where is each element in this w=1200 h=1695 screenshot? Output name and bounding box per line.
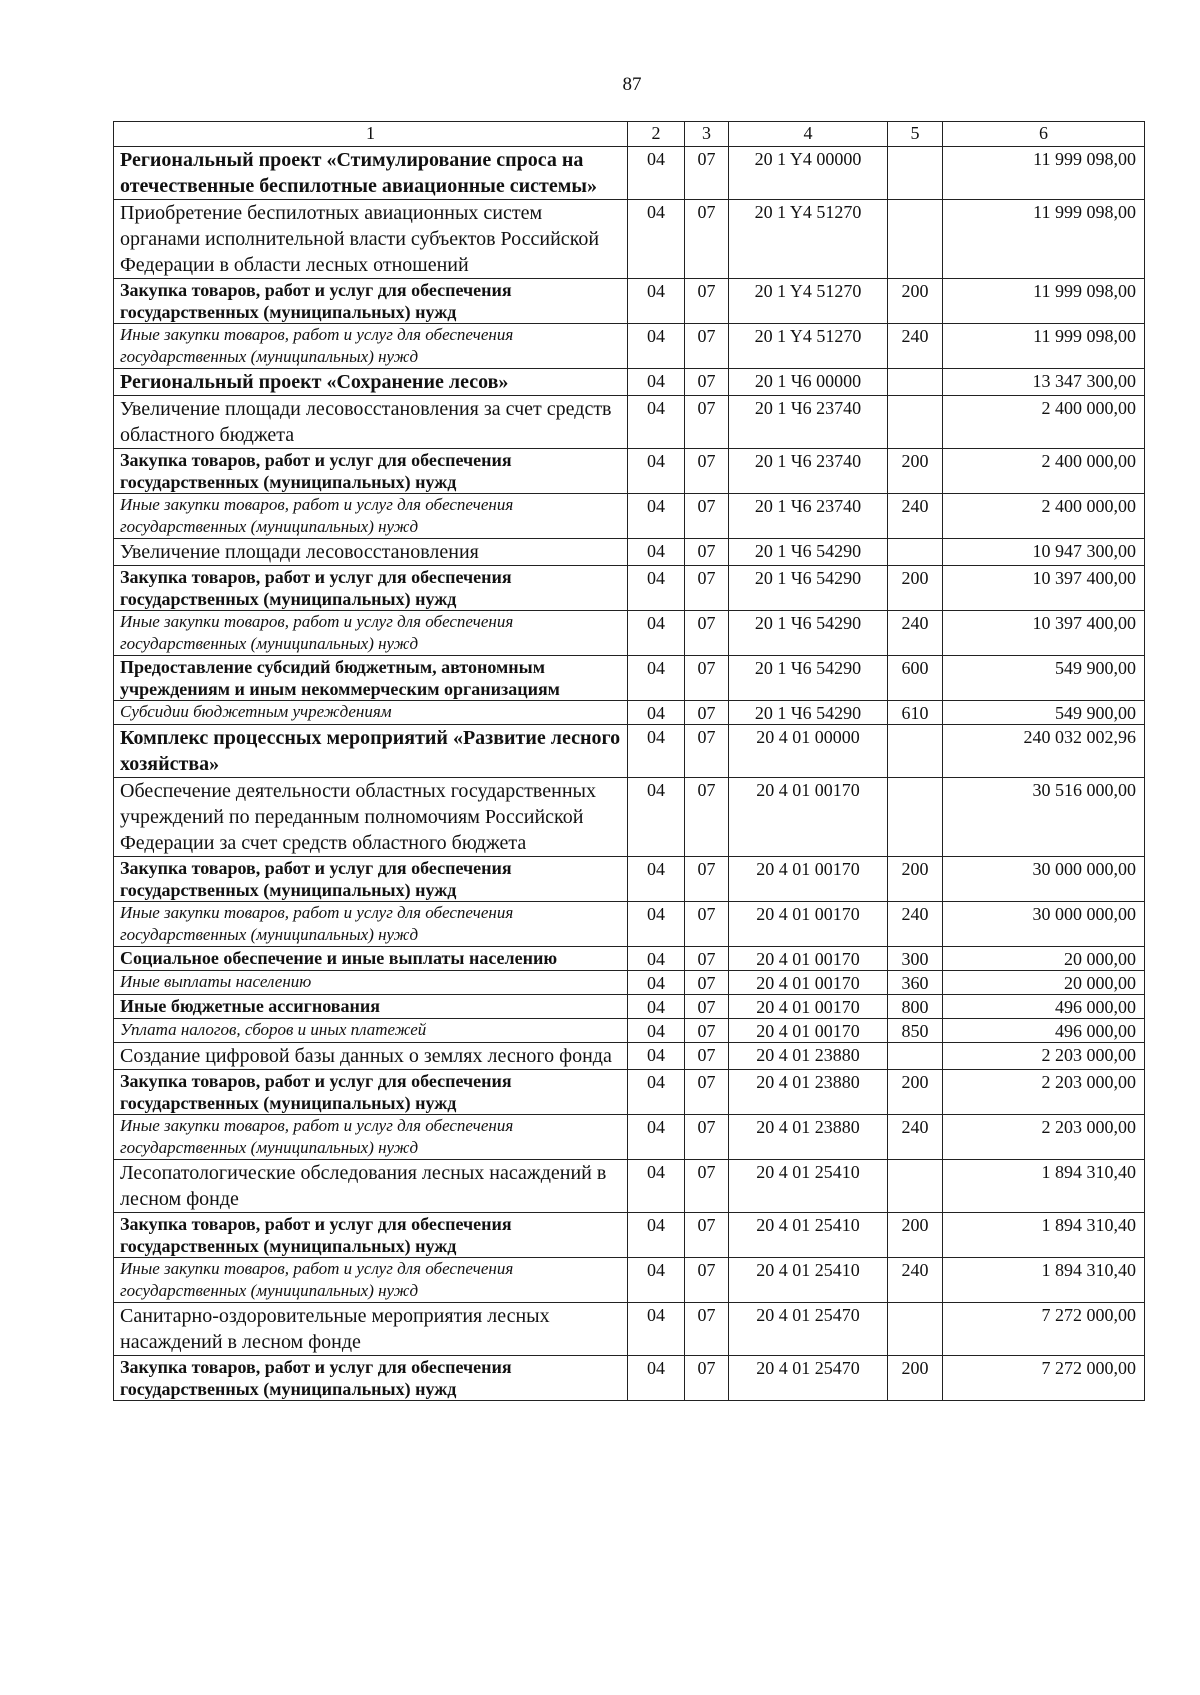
row-target-code-cell: 20 1 Ч6 23740 [729, 449, 888, 494]
table-row [114, 147, 1145, 200]
row-target-code-cell: 20 4 01 00170 [729, 902, 888, 947]
row-expense-type-cell [888, 778, 943, 857]
row-amount-cell: 30 516 000,00 [943, 778, 1145, 857]
row-expense-type-cell: 610 [888, 701, 943, 725]
table-row [114, 656, 1145, 701]
row-name-cell: Иные закупки товаров, работ и услуг для обеспечения государственных (муниципальных) нужд [114, 902, 628, 947]
row-subsection-cell: 07 [685, 324, 729, 369]
row-target-code-cell: 20 1 Y4 51270 [729, 200, 888, 279]
row-amount-cell: 1 894 310,40 [943, 1258, 1145, 1303]
row-target-code-cell: 20 1 Ч6 54290 [729, 611, 888, 656]
row-subsection-cell: 07 [685, 656, 729, 701]
table-row [114, 947, 1145, 971]
table-row [114, 611, 1145, 656]
row-section-cell: 04 [628, 611, 685, 656]
row-expense-type-cell: 600 [888, 656, 943, 701]
row-subsection-cell: 07 [685, 857, 729, 902]
row-expense-type-cell [888, 200, 943, 279]
row-expense-type-cell: 200 [888, 279, 943, 324]
row-amount-cell: 2 400 000,00 [943, 449, 1145, 494]
row-name-cell: Региональный проект «Сохранение лесов» [114, 369, 628, 396]
table-row [114, 857, 1145, 902]
row-name-cell: Закупка товаров, работ и услуг для обеспечения государственных (муниципальных) нужд [114, 1213, 628, 1258]
row-expense-type-cell [888, 1160, 943, 1213]
table-row [114, 778, 1145, 857]
row-target-code-cell: 20 1 Ч6 23740 [729, 396, 888, 449]
header-col-1: 1 [114, 122, 628, 147]
row-section-cell: 04 [628, 449, 685, 494]
row-subsection-cell: 07 [685, 947, 729, 971]
row-section-cell: 04 [628, 279, 685, 324]
row-amount-cell: 2 203 000,00 [943, 1070, 1145, 1115]
row-amount-cell: 20 000,00 [943, 947, 1145, 971]
row-section-cell: 04 [628, 1213, 685, 1258]
row-subsection-cell: 07 [685, 611, 729, 656]
row-section-cell: 04 [628, 1356, 685, 1401]
row-expense-type-cell [888, 1043, 943, 1070]
row-amount-cell: 2 400 000,00 [943, 494, 1145, 539]
row-name-cell: Иные закупки товаров, работ и услуг для обеспечения государственных (муниципальных) нужд [114, 1258, 628, 1303]
header-col-4: 4 [729, 122, 888, 147]
row-section-cell: 04 [628, 971, 685, 995]
row-section-cell: 04 [628, 396, 685, 449]
row-name-cell: Субсидии бюджетным учреждениям [114, 701, 628, 725]
row-expense-type-cell [888, 725, 943, 778]
row-name-cell: Иные бюджетные ассигнования [114, 995, 628, 1019]
row-amount-cell: 496 000,00 [943, 1019, 1145, 1043]
row-section-cell: 04 [628, 1019, 685, 1043]
row-target-code-cell: 20 4 01 23880 [729, 1070, 888, 1115]
row-section-cell: 04 [628, 1258, 685, 1303]
row-amount-cell: 20 000,00 [943, 971, 1145, 995]
header-col-2: 2 [628, 122, 685, 147]
row-subsection-cell: 07 [685, 1019, 729, 1043]
row-name-cell: Увеличение площади лесовосстановления за счет средств областного бюджета [114, 396, 628, 449]
row-target-code-cell: 20 4 01 25410 [729, 1160, 888, 1213]
row-name-cell: Иные закупки товаров, работ и услуг для обеспечения государственных (муниципальных) нужд [114, 1115, 628, 1160]
table-row [114, 1303, 1145, 1356]
table-row [114, 971, 1145, 995]
row-subsection-cell: 07 [685, 1070, 729, 1115]
row-expense-type-cell: 240 [888, 324, 943, 369]
row-expense-type-cell [888, 539, 943, 566]
row-section-cell: 04 [628, 902, 685, 947]
row-target-code-cell: 20 4 01 00170 [729, 857, 888, 902]
table-row [114, 1019, 1145, 1043]
table-row [114, 701, 1145, 725]
row-section-cell: 04 [628, 725, 685, 778]
header-col-3: 3 [685, 122, 729, 147]
row-subsection-cell: 07 [685, 701, 729, 725]
row-subsection-cell: 07 [685, 778, 729, 857]
row-subsection-cell: 07 [685, 1303, 729, 1356]
row-amount-cell: 7 272 000,00 [943, 1303, 1145, 1356]
row-name-cell: Иные выплаты населению [114, 971, 628, 995]
row-subsection-cell: 07 [685, 396, 729, 449]
row-expense-type-cell: 200 [888, 857, 943, 902]
row-target-code-cell: 20 1 Ч6 54290 [729, 566, 888, 611]
row-name-cell: Увеличение площади лесовосстановления [114, 539, 628, 566]
row-expense-type-cell: 240 [888, 611, 943, 656]
table-row [114, 725, 1145, 778]
row-expense-type-cell: 240 [888, 494, 943, 539]
table-row [114, 1258, 1145, 1303]
row-amount-cell: 11 999 098,00 [943, 324, 1145, 369]
row-amount-cell: 7 272 000,00 [943, 1356, 1145, 1401]
row-name-cell: Приобретение беспилотных авиационных систем органами исполнительной власти субъектов Российской Федерации в области лесных отношений [114, 200, 628, 279]
row-name-cell: Закупка товаров, работ и услуг для обеспечения государственных (муниципальных) нужд [114, 1070, 628, 1115]
row-target-code-cell: 20 4 01 00170 [729, 947, 888, 971]
row-amount-cell: 11 999 098,00 [943, 147, 1145, 200]
row-section-cell: 04 [628, 147, 685, 200]
table-row [114, 1160, 1145, 1213]
table-row [114, 200, 1145, 279]
row-target-code-cell: 20 1 Y4 51270 [729, 279, 888, 324]
row-expense-type-cell: 300 [888, 947, 943, 971]
row-subsection-cell: 07 [685, 566, 729, 611]
row-section-cell: 04 [628, 1115, 685, 1160]
header-col-5: 5 [888, 122, 943, 147]
row-target-code-cell: 20 1 Y4 51270 [729, 324, 888, 369]
table-row [114, 1213, 1145, 1258]
table-row [114, 324, 1145, 369]
row-name-cell: Санитарно-оздоровительные мероприятия лесных насаждений в лесном фонде [114, 1303, 628, 1356]
row-amount-cell: 1 894 310,40 [943, 1213, 1145, 1258]
row-target-code-cell: 20 4 01 25410 [729, 1258, 888, 1303]
row-section-cell: 04 [628, 1070, 685, 1115]
row-amount-cell: 30 000 000,00 [943, 857, 1145, 902]
row-target-code-cell: 20 4 01 00000 [729, 725, 888, 778]
row-target-code-cell: 20 4 01 00170 [729, 1019, 888, 1043]
row-subsection-cell: 07 [685, 995, 729, 1019]
row-target-code-cell: 20 4 01 00170 [729, 971, 888, 995]
row-subsection-cell: 07 [685, 369, 729, 396]
row-expense-type-cell [888, 147, 943, 200]
row-section-cell: 04 [628, 947, 685, 971]
row-subsection-cell: 07 [685, 1160, 729, 1213]
table-row [114, 1356, 1145, 1401]
row-amount-cell: 2 400 000,00 [943, 396, 1145, 449]
row-target-code-cell: 20 4 01 23880 [729, 1115, 888, 1160]
row-subsection-cell: 07 [685, 1356, 729, 1401]
row-section-cell: 04 [628, 778, 685, 857]
row-target-code-cell: 20 1 Ч6 23740 [729, 494, 888, 539]
row-amount-cell: 2 203 000,00 [943, 1043, 1145, 1070]
table-row [114, 995, 1145, 1019]
row-name-cell: Иные закупки товаров, работ и услуг для обеспечения государственных (муниципальных) нужд [114, 611, 628, 656]
row-section-cell: 04 [628, 1303, 685, 1356]
row-name-cell: Социальное обеспечение и иные выплаты населению [114, 947, 628, 971]
row-expense-type-cell: 200 [888, 1070, 943, 1115]
row-section-cell: 04 [628, 656, 685, 701]
row-expense-type-cell: 800 [888, 995, 943, 1019]
row-expense-type-cell: 200 [888, 449, 943, 494]
row-target-code-cell: 20 4 01 00170 [729, 778, 888, 857]
row-name-cell: Обеспечение деятельности областных государственных учреждений по переданным полномочиям Российской Федерации за счет средств областного бюджета [114, 778, 628, 857]
table-row [114, 279, 1145, 324]
row-section-cell: 04 [628, 1160, 685, 1213]
row-name-cell: Закупка товаров, работ и услуг для обеспечения государственных (муниципальных) нужд [114, 279, 628, 324]
row-target-code-cell: 20 4 01 23880 [729, 1043, 888, 1070]
row-name-cell: Комплекс процессных мероприятий «Развитие лесного хозяйства» [114, 725, 628, 778]
row-target-code-cell: 20 4 01 25470 [729, 1303, 888, 1356]
row-name-cell: Уплата налогов, сборов и иных платежей [114, 1019, 628, 1043]
table-row [114, 1070, 1145, 1115]
row-amount-cell: 1 894 310,40 [943, 1160, 1145, 1213]
table-row [114, 396, 1145, 449]
row-section-cell: 04 [628, 566, 685, 611]
row-subsection-cell: 07 [685, 1115, 729, 1160]
row-expense-type-cell: 200 [888, 1356, 943, 1401]
row-amount-cell: 10 947 300,00 [943, 539, 1145, 566]
row-target-code-cell: 20 1 Ч6 54290 [729, 701, 888, 725]
row-section-cell: 04 [628, 494, 685, 539]
table-row [114, 369, 1145, 396]
table-row [114, 494, 1145, 539]
table-header [114, 122, 1145, 147]
row-subsection-cell: 07 [685, 200, 729, 279]
row-target-code-cell: 20 1 Y4 00000 [729, 147, 888, 200]
row-amount-cell: 549 900,00 [943, 656, 1145, 701]
row-amount-cell: 496 000,00 [943, 995, 1145, 1019]
row-name-cell: Создание цифровой базы данных о землях лесного фонда [114, 1043, 628, 1070]
row-name-cell: Закупка товаров, работ и услуг для обеспечения государственных (муниципальных) нужд [114, 566, 628, 611]
row-expense-type-cell: 240 [888, 902, 943, 947]
header-col-6: 6 [943, 122, 1145, 147]
row-section-cell: 04 [628, 324, 685, 369]
row-subsection-cell: 07 [685, 1043, 729, 1070]
row-subsection-cell: 07 [685, 147, 729, 200]
page-number: 87 [622, 74, 642, 95]
row-target-code-cell: 20 4 01 25470 [729, 1356, 888, 1401]
row-target-code-cell: 20 1 Ч6 00000 [729, 369, 888, 396]
row-section-cell: 04 [628, 701, 685, 725]
row-section-cell: 04 [628, 369, 685, 396]
row-name-cell: Региональный проект «Стимулирование спроса на отечественные беспилотные авиационные системы» [114, 147, 628, 200]
row-name-cell: Закупка товаров, работ и услуг для обеспечения государственных (муниципальных) нужд [114, 449, 628, 494]
row-name-cell: Предоставление субсидий бюджетным, автономным учреждениям и иным некоммерческим организациям [114, 656, 628, 701]
table-row [114, 566, 1145, 611]
row-expense-type-cell: 240 [888, 1115, 943, 1160]
row-section-cell: 04 [628, 200, 685, 279]
row-name-cell: Иные закупки товаров, работ и услуг для обеспечения государственных (муниципальных) нужд [114, 494, 628, 539]
row-amount-cell: 11 999 098,00 [943, 279, 1145, 324]
table-row [114, 902, 1145, 947]
row-expense-type-cell [888, 1303, 943, 1356]
row-amount-cell: 549 900,00 [943, 701, 1145, 725]
row-target-code-cell: 20 1 Ч6 54290 [729, 539, 888, 566]
row-subsection-cell: 07 [685, 725, 729, 778]
row-expense-type-cell [888, 396, 943, 449]
row-subsection-cell: 07 [685, 971, 729, 995]
table-row [114, 1043, 1145, 1070]
row-amount-cell: 11 999 098,00 [943, 200, 1145, 279]
row-subsection-cell: 07 [685, 539, 729, 566]
row-section-cell: 04 [628, 995, 685, 1019]
row-amount-cell: 13 347 300,00 [943, 369, 1145, 396]
row-expense-type-cell: 360 [888, 971, 943, 995]
row-amount-cell: 240 032 002,96 [943, 725, 1145, 778]
row-expense-type-cell: 240 [888, 1258, 943, 1303]
row-target-code-cell: 20 4 01 00170 [729, 995, 888, 1019]
row-section-cell: 04 [628, 1043, 685, 1070]
row-name-cell: Закупка товаров, работ и услуг для обеспечения государственных (муниципальных) нужд [114, 857, 628, 902]
row-target-code-cell: 20 1 Ч6 54290 [729, 656, 888, 701]
row-subsection-cell: 07 [685, 1258, 729, 1303]
row-subsection-cell: 07 [685, 1213, 729, 1258]
row-target-code-cell: 20 4 01 25410 [729, 1213, 888, 1258]
table-row [114, 449, 1145, 494]
row-amount-cell: 30 000 000,00 [943, 902, 1145, 947]
row-name-cell: Закупка товаров, работ и услуг для обеспечения государственных (муниципальных) нужд [114, 1356, 628, 1401]
table-row [114, 1115, 1145, 1160]
row-expense-type-cell: 200 [888, 1213, 943, 1258]
budget-table [113, 121, 1145, 1401]
row-expense-type-cell [888, 369, 943, 396]
row-amount-cell: 10 397 400,00 [943, 611, 1145, 656]
row-section-cell: 04 [628, 539, 685, 566]
row-subsection-cell: 07 [685, 449, 729, 494]
table-row [114, 539, 1145, 566]
row-amount-cell: 10 397 400,00 [943, 566, 1145, 611]
row-name-cell: Лесопатологические обследования лесных насаждений в лесном фонде [114, 1160, 628, 1213]
row-name-cell: Иные закупки товаров, работ и услуг для обеспечения государственных (муниципальных) нужд [114, 324, 628, 369]
row-amount-cell: 2 203 000,00 [943, 1115, 1145, 1160]
table-body [114, 147, 1145, 1401]
row-subsection-cell: 07 [685, 279, 729, 324]
row-subsection-cell: 07 [685, 902, 729, 947]
row-section-cell: 04 [628, 857, 685, 902]
row-expense-type-cell: 850 [888, 1019, 943, 1043]
row-subsection-cell: 07 [685, 494, 729, 539]
row-expense-type-cell: 200 [888, 566, 943, 611]
